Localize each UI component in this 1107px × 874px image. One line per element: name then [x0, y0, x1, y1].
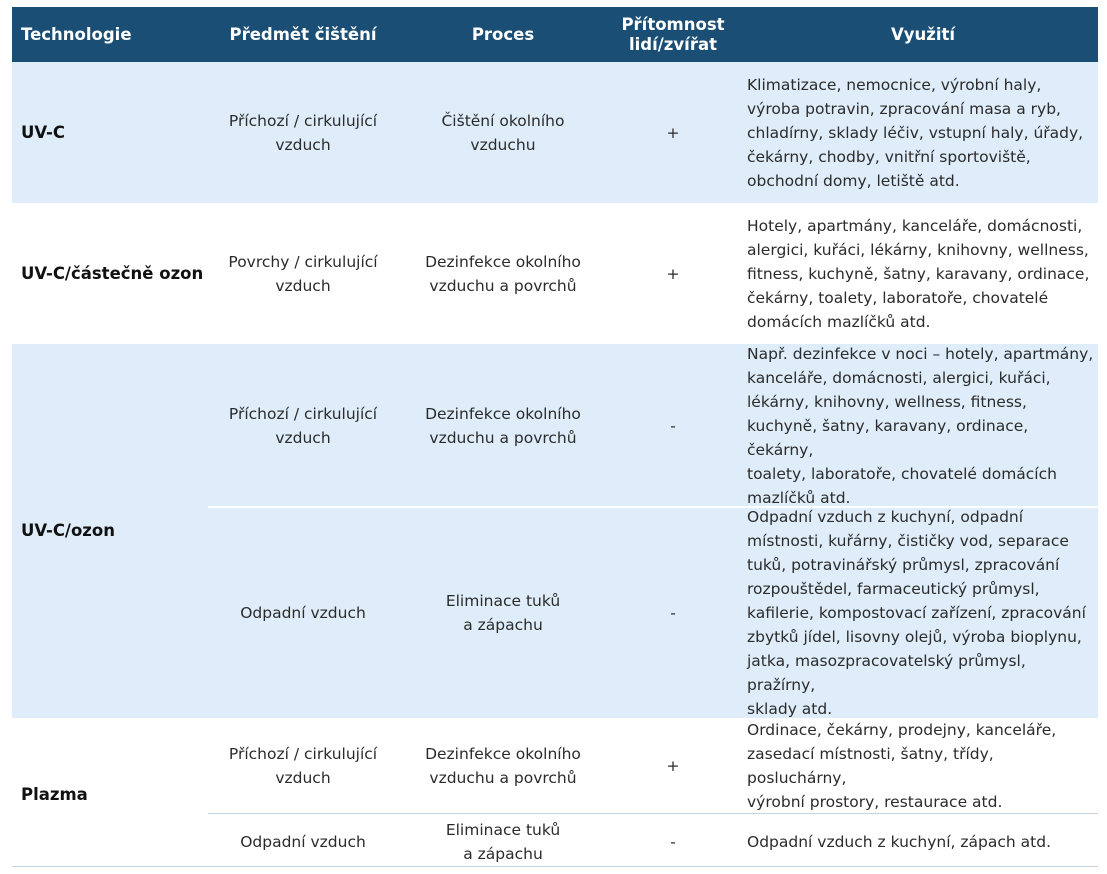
header-technology: Technologie — [21, 24, 132, 44]
table-row — [12, 203, 1098, 344]
presence-cell: - — [670, 833, 676, 851]
subject-cell: Příchozí / cirkulující vzduch — [228, 404, 378, 447]
header-process: Proces — [471, 24, 535, 44]
presence-cell: + — [666, 756, 680, 775]
process-cell: Dezinfekce okolního vzduchu a povrchů — [425, 252, 581, 295]
process-cell: Dezinfekce okolního vzduchu a povrchů — [425, 404, 581, 447]
header-presence: Přítomnost lidí/zvířat — [621, 14, 725, 54]
presence-cell: + — [666, 264, 680, 283]
technology-cell: Plazma — [21, 785, 88, 804]
process-cell: Eliminace tuků a zápachu — [445, 821, 561, 863]
table-bottom-border — [12, 866, 1098, 867]
presence-cell: - — [670, 604, 676, 622]
header-subject: Předmět čištění — [229, 24, 377, 44]
table-row — [12, 344, 1098, 718]
usage-cell: Ordinace, čekárny, prodejny, kanceláře, zasedací místnosti, šatny, třídy, posluchárny, výrobní prostory, restaurace atd. — [747, 720, 1057, 811]
technology-cell: UV-C — [21, 122, 65, 142]
subject-cell: Příchozí / cirkulující vzduch — [228, 111, 378, 154]
usage-cell: Odpadní vzduch z kuchyní, odpadní místnosti, kuřárny, čističky vod, separace tuků, potravinářský průmysl, zpracování rozpouštědel, farmaceutický průmysl, kafilerie, kompostovací zařízení, zpracování zbytků jídel, lisovny olejů, výroba bioplynu, jatka, masozpracovatelský průmysl, pražírny, sklady atd. — [747, 508, 1086, 718]
subject-cell: Odpadní vzduch — [240, 833, 366, 851]
subject-cell: Odpadní vzduch — [240, 604, 366, 622]
process-cell: Čištění okolního vzduchu — [441, 111, 565, 154]
table-header — [12, 7, 1098, 62]
usage-cell: Klimatizace, nemocnice, výrobní haly, výroba potravin, zpracování masa a ryb, chladírny, sklady léčiv, vstupní haly, úřady, čekárny, chodby, vnitřní sportoviště, obchodní domy, letiště atd. — [747, 75, 1084, 190]
process-cell: Eliminace tuků a zápachu — [445, 592, 561, 634]
usage-cell: Odpadní vzduch z kuchyní, zápach atd. — [747, 833, 1051, 851]
table-row — [12, 62, 1098, 203]
process-cell: Dezinfekce okolního vzduchu a povrchů — [425, 744, 581, 787]
subject-cell: Povrchy / cirkulující vzduch — [228, 252, 378, 295]
table-row — [12, 718, 1098, 866]
header-usage: Využití — [890, 24, 956, 44]
subject-cell: Příchozí / cirkulující vzduch — [228, 744, 378, 787]
usage-cell: Např. dezinfekce v noci – hotely, apartmány, kanceláře, domácnosti, alergici, kuřáci, lékárny, knihovny, wellness, fitness, kuchyně, šatny, karavany, ordinace, čekárny, toalety, laboratoře, chovatelé domácích mazlíčků atd. — [747, 344, 1094, 507]
technology-cell: UV-C/částečně ozon — [21, 263, 204, 283]
technology-cell: UV-C/ozon — [21, 521, 115, 540]
usage-cell: Hotely, apartmány, kanceláře, domácnosti, alergici, kuřáci, lékárny, knihovny, wellness, fitness, kuchyně, šatny, karavany, ordinace, čekárny, toalety, laboratoře, chovatelé domácích mazlíčků atd. — [747, 216, 1090, 331]
presence-cell: - — [670, 416, 676, 435]
presence-cell: + — [666, 123, 680, 142]
